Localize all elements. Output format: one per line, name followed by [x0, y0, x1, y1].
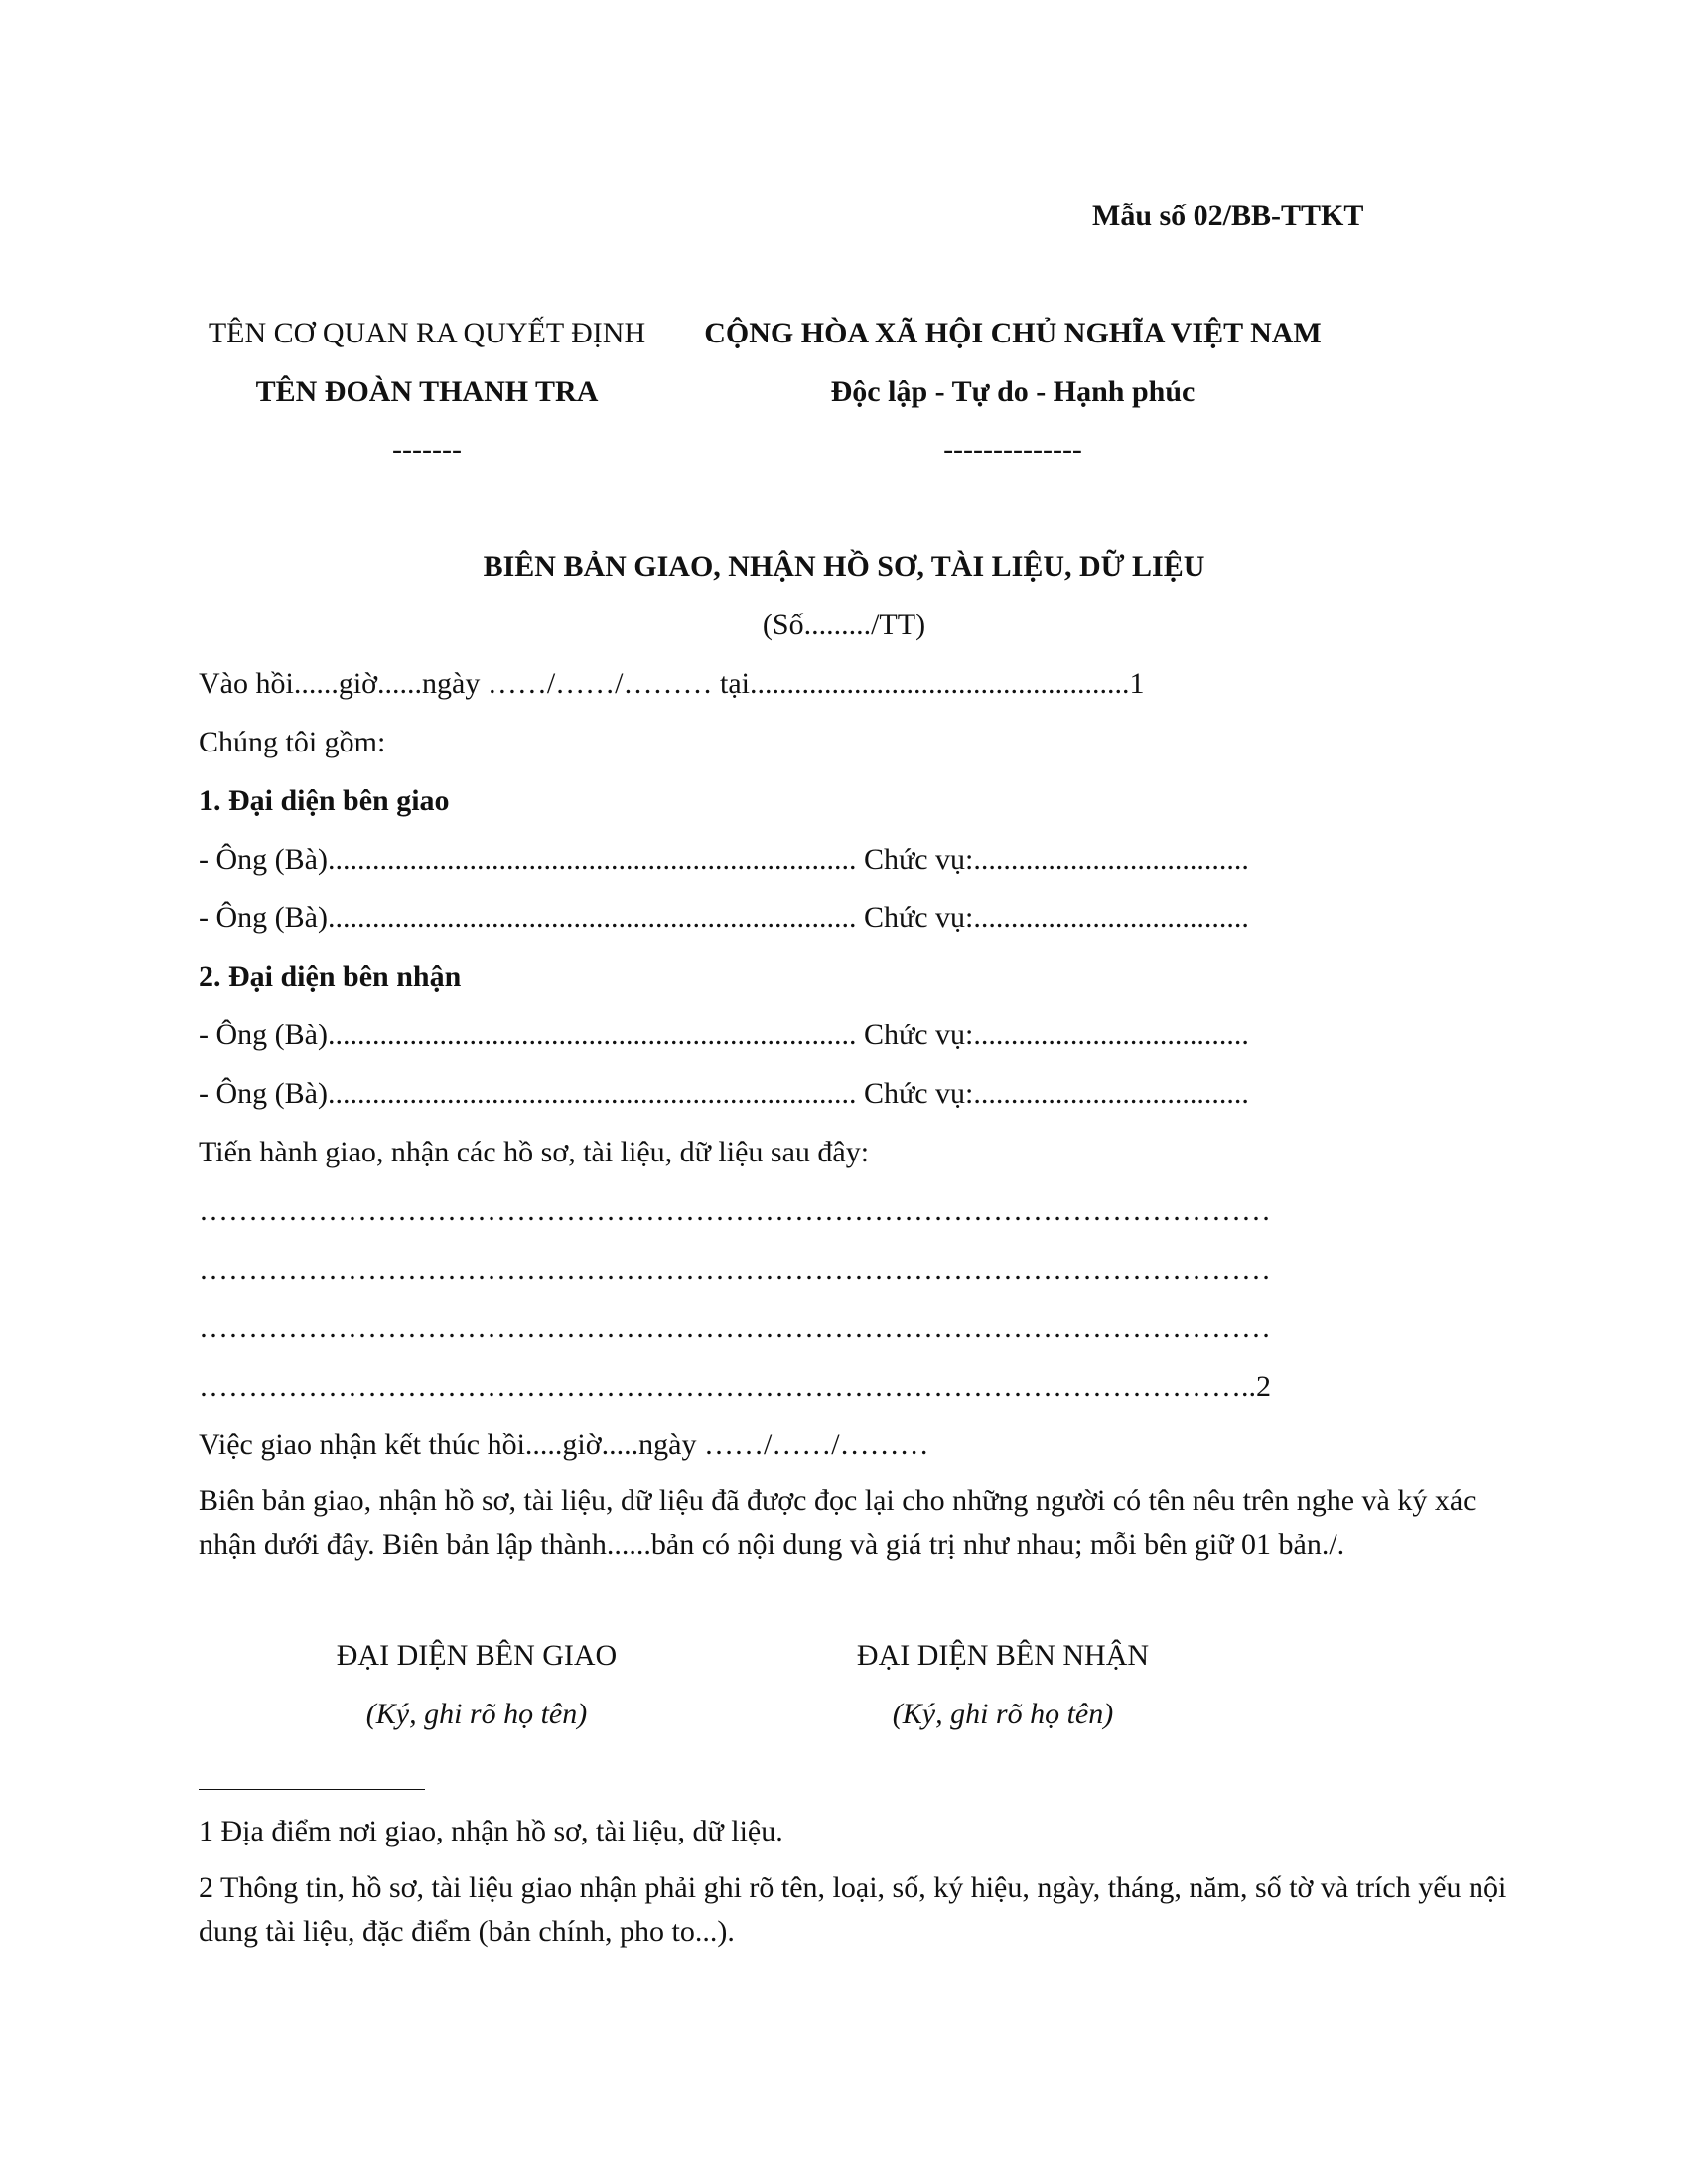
giver-signature-title: ĐẠI DIỆN BÊN GIAO: [336, 1639, 618, 1672]
footnote-separator: [199, 1789, 425, 1790]
closing-paragraph: Biên bản giao, nhận hồ sơ, tài liệu, dữ liệu đã được đọc lại cho những người có tên nêu trên nghe và ký xác nhận dưới đây. Biên bản lập thành......bản có nội dung và giá trị như nhau; mỗi bên giữ 01 bản./.: [199, 1484, 1477, 1561]
end-time-line: Việc giao nhận kết thúc hồi.....giờ.....ngày ……/……/………: [199, 1429, 929, 1461]
members-intro: Chúng tôi gồm:: [199, 726, 386, 758]
proceed-line: Tiến hành giao, nhận các hồ sơ, tài liệu, dữ liệu sau đây:: [199, 1136, 870, 1168]
giver-person-2: - Ông (Bà)....................................................................... Chức vụ:.....................................: [199, 901, 1249, 934]
dotted-line-2: ………………………………………………………………………………………………: [199, 1253, 1271, 1286]
footnote-2: 2 Thông tin, hồ sơ, tài liệu giao nhận phải ghi rõ tên, loại, số, ký hiệu, ngày, tháng, năm, số tờ và trích yếu nội dung tài liệu, đặc điểm (bản chính, pho to...).: [199, 1871, 1507, 1948]
receiver-signature-note: (Ký, ghi rõ họ tên): [892, 1698, 1114, 1730]
document-number: (Số........./TT): [762, 609, 926, 641]
time-place-line: Vào hồi......giờ......ngày ……/……/……… tại...................................................1: [199, 667, 1145, 700]
dotted-line-3: ………………………………………………………………………………………………: [199, 1311, 1271, 1344]
receiver-heading: 2. Đại diện bên nhận: [199, 960, 462, 993]
receiver-person-2: - Ông (Bà)....................................................................... Chức vụ:.....................................: [199, 1077, 1249, 1110]
giver-signature-note: (Ký, ghi rõ họ tên): [365, 1698, 588, 1730]
national-title: CỘNG HÒA XÃ HỘI CHỦ NGHĨA VIỆT NAM: [704, 317, 1322, 349]
left-separator: -------: [392, 433, 462, 466]
inspection-team-name: TÊN ĐOÀN THANH TRA: [255, 375, 599, 408]
agency-name: TÊN CƠ QUAN RA QUYẾT ĐỊNH: [208, 317, 646, 349]
dotted-line-1: ………………………………………………………………………………………………: [199, 1194, 1271, 1227]
giver-heading: 1. Đại diện bên giao: [199, 784, 450, 817]
dotted-line-4: ……………………………………………………………………………………………..2: [199, 1370, 1271, 1403]
right-separator: --------------: [943, 433, 1082, 466]
receiver-person-1: - Ông (Bà)....................................................................... Chức vụ:.....................................: [199, 1019, 1249, 1051]
receiver-signature-title: ĐẠI DIỆN BÊN NHẬN: [856, 1639, 1150, 1672]
document-title: BIÊN BẢN GIAO, NHẬN HỒ SƠ, TÀI LIỆU, DỮ LIỆU: [483, 550, 1205, 583]
giver-person-1: - Ông (Bà)....................................................................... Chức vụ:.....................................: [199, 843, 1249, 876]
form-code: Mẫu số 02/BB-TTKT: [1092, 200, 1364, 232]
national-motto: Độc lập - Tự do - Hạnh phúc: [830, 375, 1196, 408]
footnote-1: 1 Địa điểm nơi giao, nhận hồ sơ, tài liệu, dữ liệu.: [199, 1815, 783, 1847]
